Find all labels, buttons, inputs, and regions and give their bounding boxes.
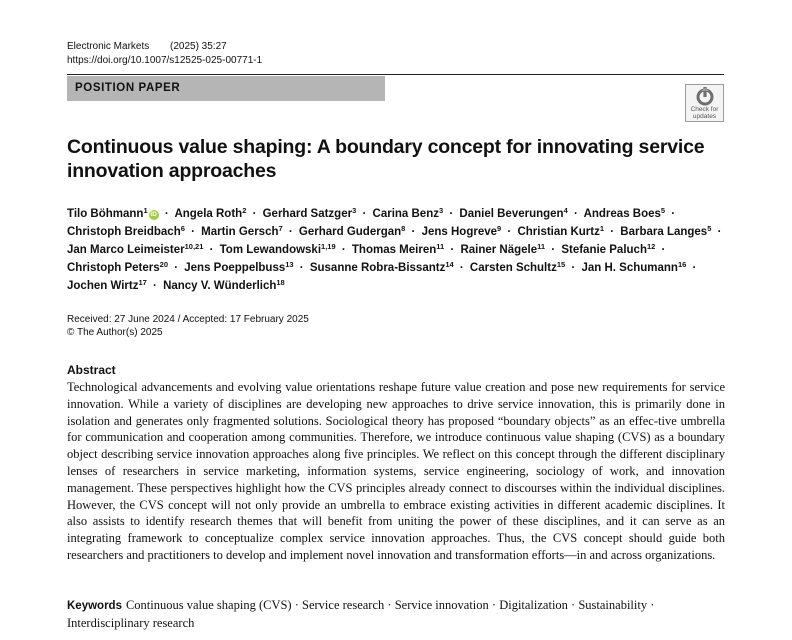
author-separator: ·	[299, 262, 304, 274]
author-text: Angela Roth	[174, 208, 243, 220]
author-text: Jochen Wirtz	[67, 280, 139, 292]
author-text: Christoph Peters	[67, 262, 160, 274]
author-name	[263, 208, 357, 220]
author-separator: ·	[153, 280, 157, 292]
author-name	[517, 226, 604, 238]
author-text: Jan Marco Leimeister	[67, 244, 185, 256]
author-affiliation: 5	[707, 224, 712, 233]
author-name	[67, 226, 185, 238]
keyword-item: Sustainability	[578, 598, 648, 612]
author-affiliation: 1	[143, 206, 148, 215]
author-name	[201, 226, 283, 238]
author-separator: ·	[252, 208, 257, 220]
author-name	[581, 262, 686, 274]
author-affiliation: 4	[563, 206, 568, 215]
author-text: Jens Hogreve	[421, 226, 498, 238]
author-affiliation: 16	[677, 260, 687, 269]
author-affiliation: 13	[285, 260, 294, 269]
author-name	[67, 262, 168, 274]
keyword-item: Service research	[302, 598, 385, 612]
author-separator: ·	[717, 226, 722, 238]
publication-dates	[67, 313, 309, 339]
author-separator: ·	[362, 208, 367, 220]
author-separator: ·	[411, 226, 416, 238]
copyright-notice: © The Author(s) 2025	[67, 327, 163, 338]
author-affiliation: 7	[278, 224, 283, 233]
author-name	[352, 244, 444, 256]
author-name	[67, 208, 159, 220]
badge-line-1: Check for	[690, 106, 719, 113]
author-affiliation: 1,19	[321, 242, 336, 251]
author-list	[67, 205, 727, 295]
author-text: Susanne Robra-Bissantz	[309, 262, 446, 274]
author-separator: ·	[692, 262, 697, 274]
volume-info: (2025) 35:27	[170, 41, 227, 52]
author-affiliation: 12	[646, 242, 656, 251]
author-affiliation: 2	[242, 206, 247, 215]
keywords-list: Continuous value shaping (CVS) · Service research · Service innovation · Digitalization · Sustainability · Interdisciplinary research	[67, 598, 655, 630]
author-separator: ·	[174, 262, 179, 274]
author-name	[299, 226, 405, 238]
author-separator: ·	[610, 226, 615, 238]
author-name	[67, 244, 203, 256]
author-affiliation: 9	[497, 224, 502, 233]
author-separator: ·	[209, 244, 214, 256]
author-affiliation: 6	[180, 224, 185, 233]
author-separator: ·	[191, 226, 195, 238]
author-name	[422, 226, 502, 238]
author-name	[459, 208, 567, 220]
author-text: Gerhard Gudergan	[298, 226, 402, 238]
paper-title: Continuous value shaping: A boundary concept for innovating service innovation approaches	[67, 136, 705, 182]
header-meta	[67, 40, 262, 68]
journal-name: Electronic Markets	[67, 41, 150, 52]
keyword-item: Interdisciplinary research	[67, 615, 195, 630]
author-separator: ·	[449, 208, 454, 220]
author-name	[184, 262, 293, 274]
author-name	[220, 244, 336, 256]
author-affiliation: 11	[537, 242, 546, 251]
author-text: Carsten Schultz	[469, 262, 557, 274]
author-affiliation: 20	[159, 260, 169, 269]
abstract-heading: Abstract	[67, 363, 116, 377]
doi-link[interactable]: https://doi.org/10.1007/s12525-025-00771-1	[67, 55, 263, 66]
author-affiliation: 1	[599, 224, 605, 233]
author-text: Christoph Breidbach	[67, 226, 181, 238]
author-affiliation: 3	[438, 206, 444, 215]
author-affiliation: 17	[138, 278, 147, 287]
author-name	[470, 262, 565, 274]
received-accepted: Received: 27 June 2024 / Accepted: 17 February 2025	[67, 314, 309, 325]
orcid-icon[interactable]: iD	[150, 211, 157, 218]
author-affiliation: 18	[276, 278, 285, 287]
author-affiliation: 11	[436, 242, 445, 251]
author-separator: ·	[459, 262, 464, 274]
author-text: Carina Benz	[372, 208, 439, 220]
author-separator: ·	[288, 226, 293, 238]
author-name	[310, 262, 454, 274]
badge-line-2: updates	[692, 112, 717, 120]
author-text: Christian Kurtz	[517, 226, 600, 238]
keywords-label: Keywords	[67, 600, 122, 612]
article-type-banner: POSITION PAPER	[67, 76, 385, 101]
keyword-item: Digitalization	[499, 598, 568, 612]
author-affiliation: 10,21	[184, 242, 204, 251]
author-text: Daniel Beverungen	[459, 208, 564, 220]
author-name	[373, 208, 444, 220]
author-name	[460, 244, 545, 256]
author-affiliation: 15	[556, 260, 566, 269]
author-text: Rainer Nägele	[460, 244, 538, 256]
author-text: Martin Gersch	[201, 226, 279, 238]
check-for-updates-icon	[694, 87, 716, 107]
author-name	[174, 208, 246, 220]
author-separator: ·	[571, 262, 576, 274]
author-separator: ·	[573, 208, 578, 220]
author-text: Stefanie Paluch	[561, 244, 647, 256]
author-text: Tom Lewandowski	[219, 244, 322, 256]
header-rule	[67, 74, 724, 75]
author-text: Thomas Meiren	[351, 244, 437, 256]
author-text: Nancy V. Wünderlich	[163, 280, 277, 292]
author-separator: ·	[671, 208, 676, 220]
abstract-text: Technological advancements and evolving value orientations reshape future value creation and pose new requirements for service innovation. While a variety of disciplines are developing new approaches to drive service innovation, this is primarily done in isolation and generates only fragmented solutions. Sociological theory has proposed “boundary objects” as an effec-tive umbrella for communication and cooperation among communities. Therefore, we introduce continuous value shaping (CVS) as a boundary object describing service innovation approaches along five principles. We reflect on this concept through the different disciplinary lenses of researchers in service marketing, information systems, service engineering, sociology of work, and innovation management. These perspectives highlight how the CVS principles already connect to discourses within the individual disciplines. However, the CVS concept will not only provide an umbrella to embrace existing activities in different academic disciplines. It also assists to identify research themes that will benefit from uniting the power of these disciplines, and it can serve as an integrating framework to conceptualize complex service innovation approaches. Thus, the CVS concept should guide both researchers and practitioners to develop and implement novel innovation and transformation efforts—in and across organizations.	[67, 380, 725, 562]
keywords-section	[67, 597, 725, 631]
author-separator: ·	[661, 244, 666, 256]
author-text: Jens Poeppelbuss	[184, 262, 286, 274]
author-separator: ·	[507, 226, 512, 238]
author-text: Jan H. Schumann	[581, 262, 678, 274]
author-text: Gerhard Satzger	[262, 208, 353, 220]
author-separator: ·	[341, 244, 346, 256]
author-name	[67, 280, 147, 292]
author-separator: ·	[164, 208, 169, 220]
author-text: Barbara Langes	[620, 226, 708, 238]
author-affiliation: 14	[445, 260, 454, 269]
check-for-updates-badge[interactable]	[685, 84, 724, 122]
author-text: Andreas Boes	[583, 208, 661, 220]
keyword-item: Service innovation	[394, 598, 489, 612]
author-affiliation: 3	[352, 206, 357, 215]
author-name	[584, 208, 666, 220]
author-affiliation: 5	[660, 206, 666, 215]
author-name	[620, 226, 711, 238]
author-name	[163, 280, 285, 292]
author-affiliation: 8	[401, 224, 406, 233]
author-separator: ·	[551, 244, 556, 256]
author-name	[561, 244, 655, 256]
author-text: Tilo Böhmann	[67, 208, 144, 220]
author-separator: ·	[450, 244, 455, 256]
keyword-item: Continuous value shaping (CVS)	[125, 598, 292, 612]
